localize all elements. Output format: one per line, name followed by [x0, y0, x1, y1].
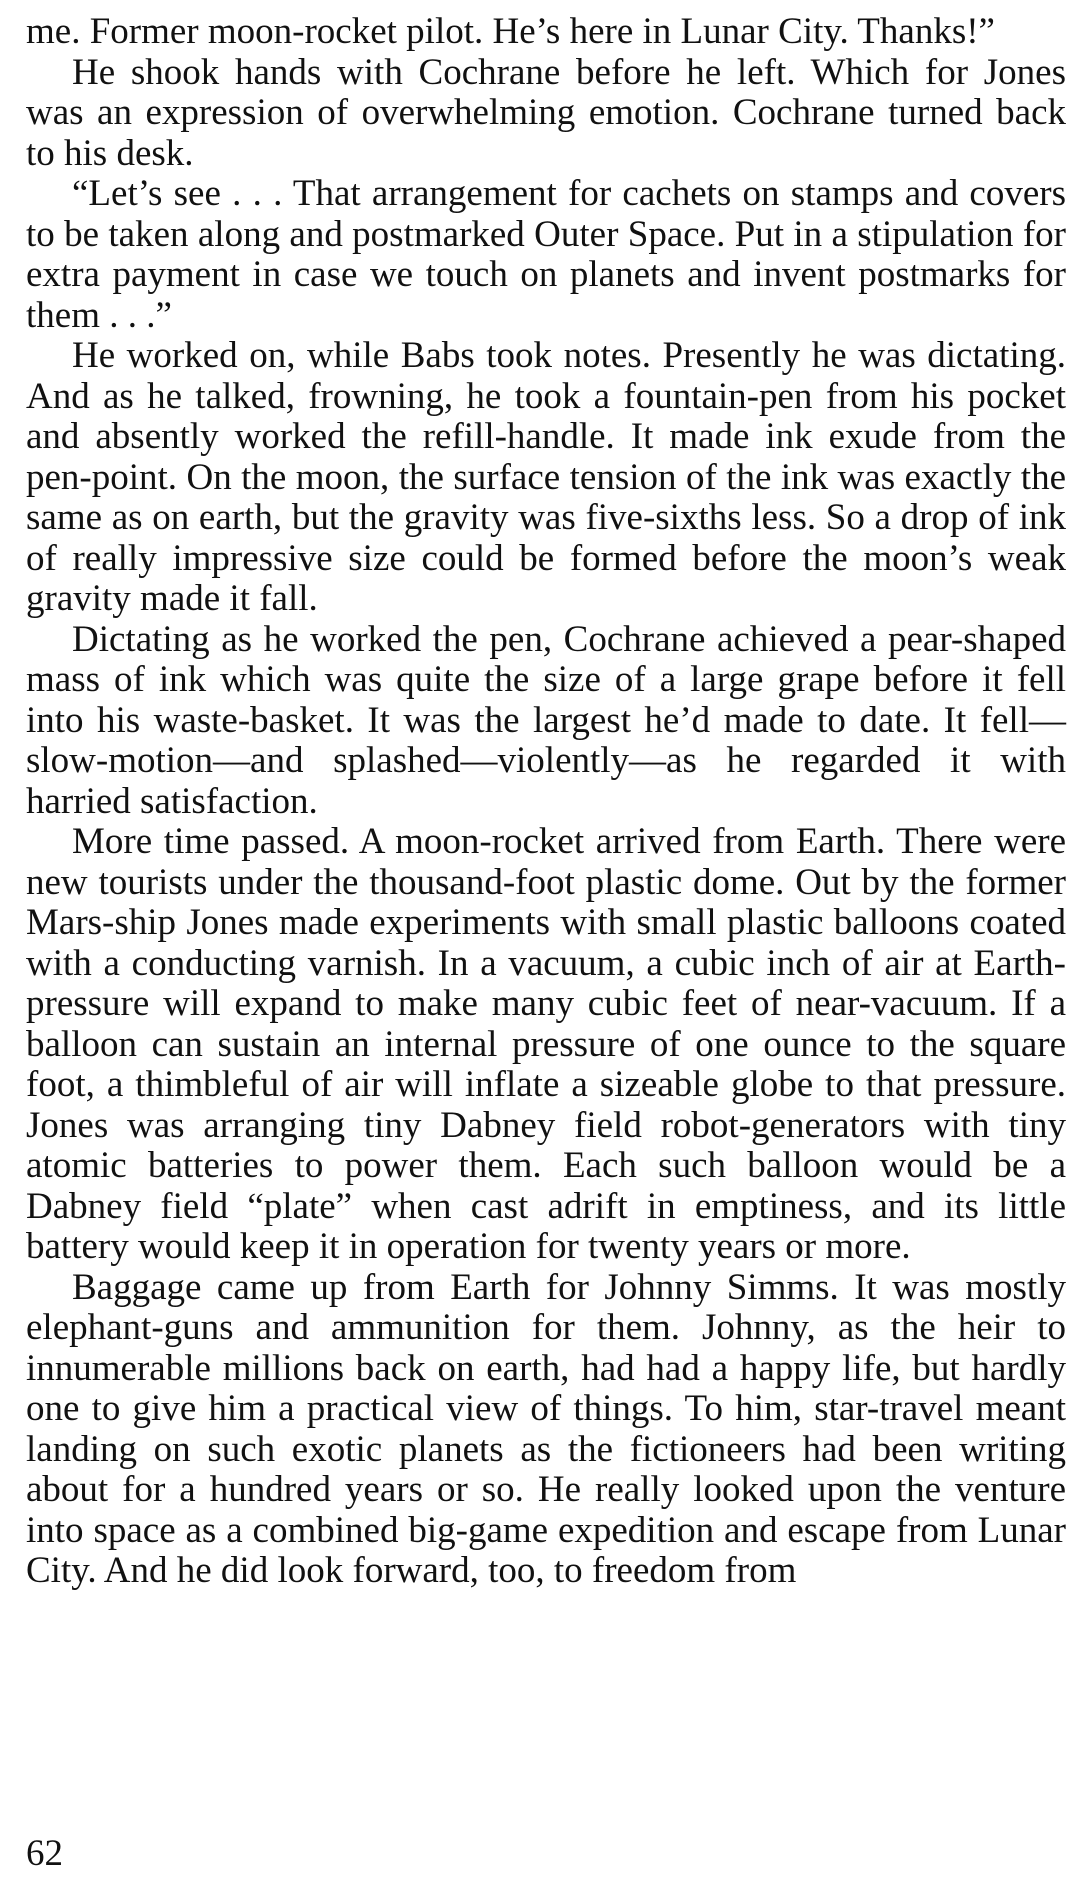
paragraph-cachets-dialogue: “Let’s see . . . That arrangement for cachets on stamps and covers to be taken along and postmarked Outer Space. Put in a stipulation for extra payment in case we touch on planets and invent postmarks for them . . .”	[26, 173, 1066, 336]
paragraph-ink-drop: Dictating as he worked the pen, Cochrane achieved a pear-shaped mass of ink which was quite the size of a large grape before it fell into his waste-basket. It was the largest he’d made to date. It fell—slow-motion—and splashed—violently—as he regarded it with harried satisfaction.	[26, 618, 1066, 822]
paragraph-continuation: me. Former moon-rocket pilot. He’s here in Lunar City. Thanks!”	[26, 11, 995, 52]
paragraph-balloons: More time passed. A moon-rocket arrived from Earth. There were new tourists under the thousand-foot plastic dome. Out by the former Mars-ship Jones made experiments with small plastic balloons coated with a conducting varnish. In a vacuum, a cubic inch of air at Earth-pressure will expand to make many cubic feet of near-vacuum. If a balloon can sustain an internal pressure of one ounce to the square foot, a thimbleful of air will inflate a sizeable globe to that pressure. Jones was arranging tiny Dabney field robot-generators with tiny atomic batteries to power them. Each such balloon would be a Dabney field “plate” when cast adrift in emptiness, and its little battery would keep it in operation for twenty years or more.	[26, 821, 1066, 1267]
paragraph-handshake: He shook hands with Cochrane before he left. Which for Jones was an expression of overwhelming emotion. Cochrane turned back to his desk.	[26, 51, 1066, 174]
page-number: 62	[26, 1833, 63, 1874]
paragraph-fountain-pen: He worked on, while Babs took notes. Presently he was dictating. And as he talked, frowning, he took a fountain-pen from his pocket and absently worked the refill-handle. It made ink exude from the pen-point. On the moon, the surface tension of the ink was exactly the same as on earth, but the gravity was five-sixths less. So a drop of ink of really impressive size could be formed before the moon’s weak gravity made it fall.	[26, 335, 1066, 619]
paragraph-johnny-simms: Baggage came up from Earth for Johnny Simms. It was mostly elephant-guns and ammunition for them. Johnny, as the heir to innumerable millions back on earth, had had a happy life, but hardly one to give him a practical view of things. To him, star-travel meant landing on such exotic planets as the fictioneers had been writing about for a hundred years or so. He really looked upon the venture into space as a combined big-game expedition and escape from Lunar City. And he did look forward, too, to freedom from	[26, 1266, 1066, 1591]
book-page-text	[26, 12, 1066, 1592]
